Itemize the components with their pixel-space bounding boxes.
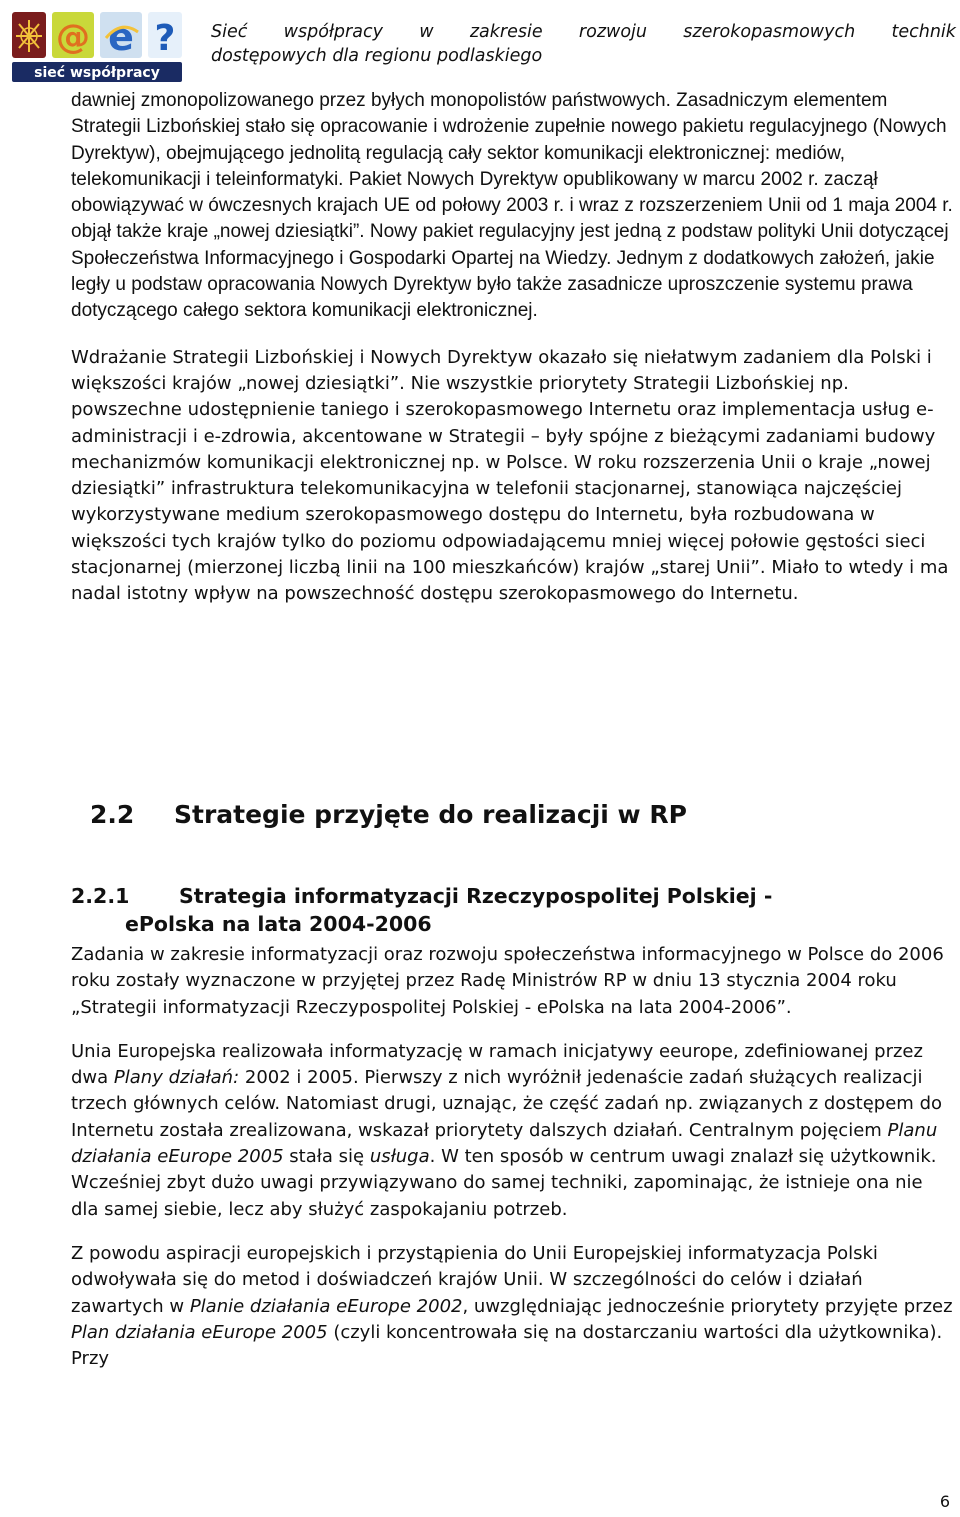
header-word: zakresie <box>469 22 543 42</box>
body-top <box>71 88 955 608</box>
subsection-title-line-1: Strategia informatyzacji Rzeczypospolitej Polskiej - <box>179 884 773 908</box>
header-word: rozwoju <box>578 22 647 42</box>
italic-run: Planie działania eEurope 2002 <box>189 1295 463 1317</box>
text-run: Unia Europejska realizowała informatyzację w ramach inicjatywy eeurope, zdefiniowanej przez dwa <box>71 1040 923 1089</box>
subsection-number: 2.2.1 <box>71 884 130 908</box>
page-header <box>211 20 956 68</box>
logo-graphic <box>8 8 186 86</box>
text-run: (czyli koncentrowała się na dostarczaniu wartości dla użytkownika). Przy <box>71 1321 943 1370</box>
text-run: Z powodu aspiracji europejskich i przystąpienia do Unii Europejskiej informatyzacja Polski odwoływała się do metod i doświadczeń krajów Unii. W szczególności do celów i działań zawartych w <box>71 1242 878 1317</box>
subsection-title-line-2: ePolska na lata 2004-2006 <box>125 912 432 936</box>
section-number: 2.2 <box>90 800 135 829</box>
text-run: 2002 i 2005. Pierwszy z nich wyróżnił jedenaście zadań służących realizacji trzech głównych celów. Natomiast drugi, uznając, że część zadań np. związanych z dostępem do Internetu została zrealizowana, wskazał priorytety dalszych działań. Centralnym pojęciem <box>71 1067 943 1141</box>
paragraph-rich <box>71 1039 955 1223</box>
header-word: w <box>419 22 434 42</box>
text-run: . W ten sposób w centrum uwagi znalazł się użytkownik. Wcześniej zbyt dużo uwagi przywiązywano do samej techniki, zapominając, że istnieje ona nie dla samej siebie, lecz aby służyć zaspokajaniu potrzeb. <box>71 1146 937 1220</box>
header-word: technik <box>891 22 956 42</box>
svg-text:e: e <box>108 15 134 59</box>
italic-run: Plany działań: <box>113 1067 240 1089</box>
logo <box>8 8 186 86</box>
header-line-1 <box>211 20 956 44</box>
italic-run: Plan działania eEurope 2005 <box>71 1321 328 1343</box>
header-word: współpracy <box>283 22 383 42</box>
paragraph-rich <box>71 1241 955 1372</box>
section-heading <box>90 800 687 829</box>
paragraph: Wdrażanie Strategii Lizbońskiej i Nowych Dyrektyw okazało się niełatwym zadaniem dla Polski i większości krajów „nowej dziesiątki”. Nie wszystkie priorytety Strategii Lizbońskiej np. powszechne udostępnienie taniego i szerokopasmowego Internetu oraz implementacja usług e-administracji i e-zdrowia, akcentowane w Strategii – były spójne z bieżącymi zadaniami budowy mechanizmów komunikacji elektronicznej np. w Polsce. W roku rozszerzenia Unii o kraje „nowej dziesiątki” infrastruktura telekomunikacyjna w telefonii stacjonarnej, stanowiąca najczęściej wykorzystywane medium szerokopasmowego dostępu do Internetu, była rozbudowana w większości tych krajów tylko do poziomu odpowiadającemu mniej więcej połowie gęstości sieci stacjonarnej (mierzonej liczbą linii na 100 mieszkańców) krajów „starej Unii”. Miało to wtedy i ma nadal istotny wpływ na powszechność dostępu szerokopasmowego do Internetu. <box>71 346 949 605</box>
header-line-2: dostępowych dla regionu podlaskiego <box>211 46 543 66</box>
paragraph: dawniej zmonopolizowanego przez byłych monopolistów państwowych. Zasadniczym elementem Strategii Lizbońskiej stało się opracowanie i wdrożenie zupełnie nowego pakietu regulacyjnego (Nowych Dyrektyw), obejmującego jednolitą regulacją cały sektor komunikacji elektronicznej: mediów, telekomunikacji i teleinformatyki. Pakiet Nowych Dyrektyw opublikowany w marcu 2002 r. zaczął obowiązywać w ówczesnych krajach UE od połowy 2003 r. i wraz z rozszerzeniem Unii od 1 maja 2004 r. objął także kraje „nowej dziesiątki”. Nowy pakiet regulacyjny jest jedną z podstaw polityki Unii dotyczącej Społeczeństwa Informacyjnego i Gospodarki Opartej na Wiedzy. Jednym z dodatkowych założeń, jakie legły u podstaw opracowania Nowych Dyrektyw było także zasadnicze uproszczenie systemu prawa dotyczącego całego sektora komunikacji elektronicznej. <box>71 90 953 322</box>
italic-run: Planu działania eEurope 2005 <box>71 1119 938 1168</box>
italic-run: usługa <box>369 1146 430 1168</box>
section-title: Strategie przyjęte do realizacji w RP <box>174 800 687 829</box>
logo-text: sieć współpracy <box>34 65 160 81</box>
svg-text:?: ? <box>154 18 176 59</box>
paragraph: Zadania w zakresie informatyzacji oraz rozwoju społeczeństwa informacyjnego w Polsce do 2006 roku zostały wyznaczone w przyjętej przez Radę Ministrów RP w dniu 13 stycznia 2004 roku „Strategii informatyzacji Rzeczypospolitej Polskiej - ePolska na lata 2004-2006”. <box>71 944 944 1018</box>
header-word: szerokopasmowych <box>683 22 856 42</box>
header-word: Sieć <box>211 22 248 42</box>
page-number: 6 <box>939 1492 950 1511</box>
subsection-heading <box>71 882 955 938</box>
text-run: , uwzględniając jednocześnie priorytety przyjęte przez <box>462 1295 953 1317</box>
body-bottom <box>71 942 955 1372</box>
svg-text:@: @ <box>56 17 90 57</box>
text-run: stała się <box>283 1146 370 1168</box>
